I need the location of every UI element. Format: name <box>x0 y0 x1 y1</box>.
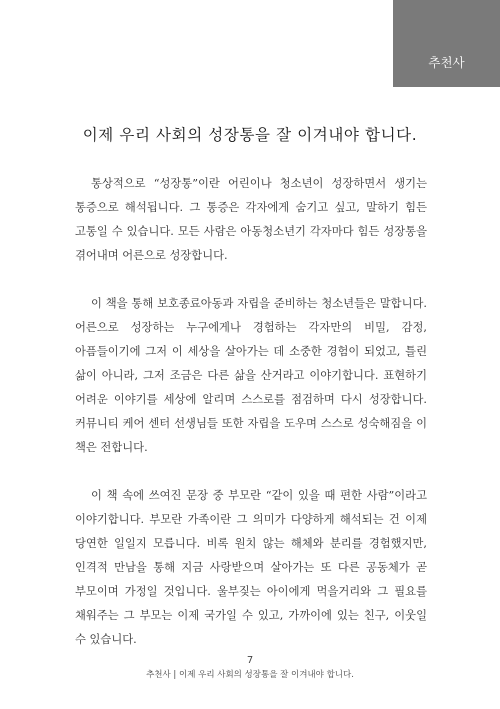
paragraph: 통상적으로 “성장통”이란 어린이나 청소년이 성장하면서 생기는 통증으로 해석됩니다. 그 통증은 각자에게 숨기고 싶고, 말하기 힘든 고통일 수 있습니다. 모든 사람은 아동청소년기 각자마다 힘든 성장통을 겪어내며 어른으로 성장합니다. <box>75 177 427 262</box>
body-text <box>75 172 427 676</box>
paragraph: 이 책을 통해 보호종료아동과 자립을 준비하는 청소년들은 말합니다. 어른으로 성장하는 누구에게나 경험하는 각자만의 비밀, 감정, 아픔들이기에 그저 이 세상을 살아가는 데 소중한 경험이 되었고, 틀린 삶이 아니라, 그저 조금은 다른 삶을 산거라고 이야기합니다. 표현하기 어려운 이야기를 세상에 알리며 스스로를 점검하며 다시 성장합니다. 커뮤니티 케어 센터 선생님들 또한 자립을 도우며 스스로 성숙해짐을 이 책은 전합니다. <box>75 297 427 454</box>
page-footer <box>0 654 500 682</box>
page-title: 이제 우리 사회의 성장통을 잘 이겨내야 합니다. <box>82 126 418 144</box>
section-tab-label: 추천사 <box>428 55 465 70</box>
paragraph: 이 책 속에 쓰여진 문장 중 부모란 “같이 있을 때 편한 사람”이라고 이야기합니다. 부모란 가족이란 그 의미가 다양하게 해석되는 건 이제 당연한 일일지 모릅니다. 비록 원치 않는 해체와 분리를 경험했지만, 인격적 만남을 통해 지금 사랑받으며 살아가는 또 다른 공동체가 곧 부모이며 가정일 것입니다. 울부짖는 아이에게 먹을거리와 그 필요를 채워주는 그 부모는 이제 국가일 수 있고, 가까이에 있는 친구, 이웃일 수 있습니다. <box>75 489 427 646</box>
running-title: 추천사 | 이제 우리 사회의 성장통을 잘 이겨내야 합니다. <box>146 670 354 680</box>
page-number: 7 <box>246 655 254 666</box>
section-tab <box>393 0 500 87</box>
